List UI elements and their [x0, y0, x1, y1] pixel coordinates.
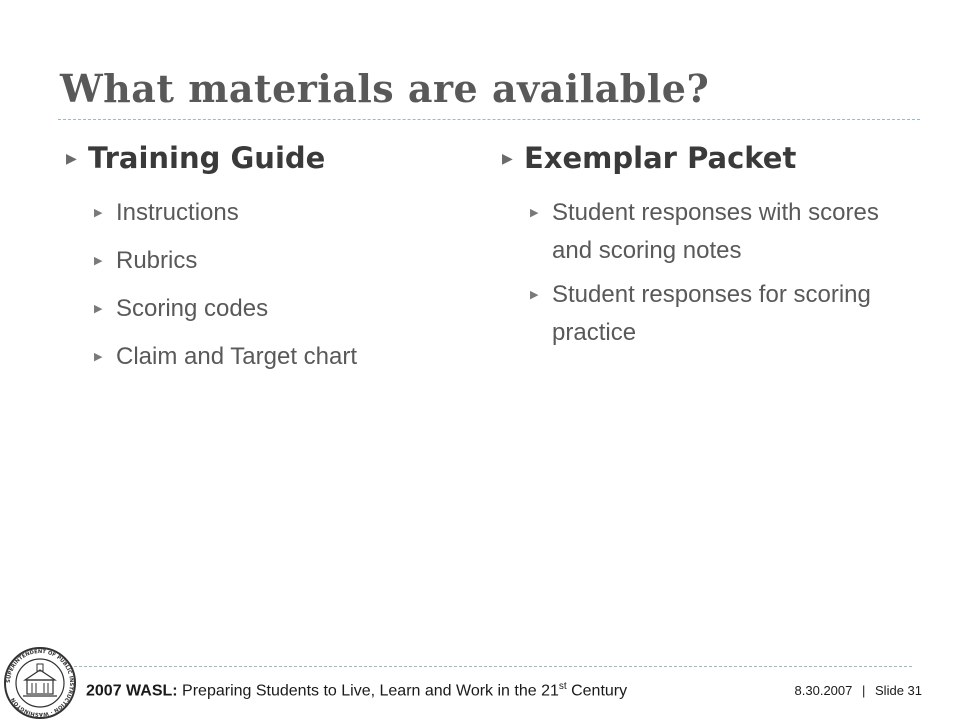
right-column: [502, 138, 882, 358]
bullet-exemplar-packet: [502, 138, 882, 184]
list-item: ▶ Scoring codes: [94, 290, 476, 332]
slide-number: Slide 31: [875, 683, 922, 698]
list-item: ▶ Student responses with scores and scoring notes: [530, 194, 882, 270]
left-column: [66, 138, 476, 386]
footer-separator: |: [862, 683, 866, 698]
exemplar-packet-heading: Exemplar Packet: [524, 141, 797, 175]
title-divider: [58, 119, 920, 120]
triangle-bullet-icon: ▶: [530, 207, 539, 219]
triangle-bullet-icon: ▶: [502, 151, 513, 167]
footer-superscript: st: [558, 681, 567, 692]
footer-text: Preparing Students to Live, Learn and Work in the 21: [177, 682, 559, 700]
footer-text-end: Century: [566, 682, 628, 700]
training-guide-list: [66, 194, 476, 380]
triangle-bullet-icon: ▶: [94, 303, 103, 315]
footer-slide-info: [795, 683, 922, 698]
triangle-bullet-icon: ▶: [94, 351, 103, 363]
triangle-bullet-icon: ▶: [530, 289, 539, 301]
footer-divider: [64, 666, 912, 667]
training-guide-heading: Training Guide: [88, 141, 326, 175]
exemplar-packet-list: [502, 194, 882, 352]
triangle-bullet-icon: ▶: [66, 151, 77, 167]
list-item: ▶ Rubrics: [94, 242, 476, 284]
slide-title: What materials are available?: [60, 66, 710, 111]
footer-date: 8.30.2007: [794, 683, 853, 698]
triangle-bullet-icon: ▶: [94, 207, 103, 219]
state-seal-icon: [3, 646, 77, 720]
seal-lettering: SUPERINTENDENT OF PUBLIC INSTRUCTION · WASHINGTON: [5, 648, 75, 718]
footer-bold-label: 2007 WASL:: [86, 682, 178, 700]
list-item: ▶ Instructions: [94, 194, 476, 236]
bullet-training-guide: [66, 138, 476, 184]
list-item: ▶ Claim and Target chart: [94, 338, 476, 380]
footer-title: [86, 681, 627, 700]
list-item: ▶ Student responses for scoring practice: [530, 276, 882, 352]
triangle-bullet-icon: ▶: [94, 255, 103, 267]
